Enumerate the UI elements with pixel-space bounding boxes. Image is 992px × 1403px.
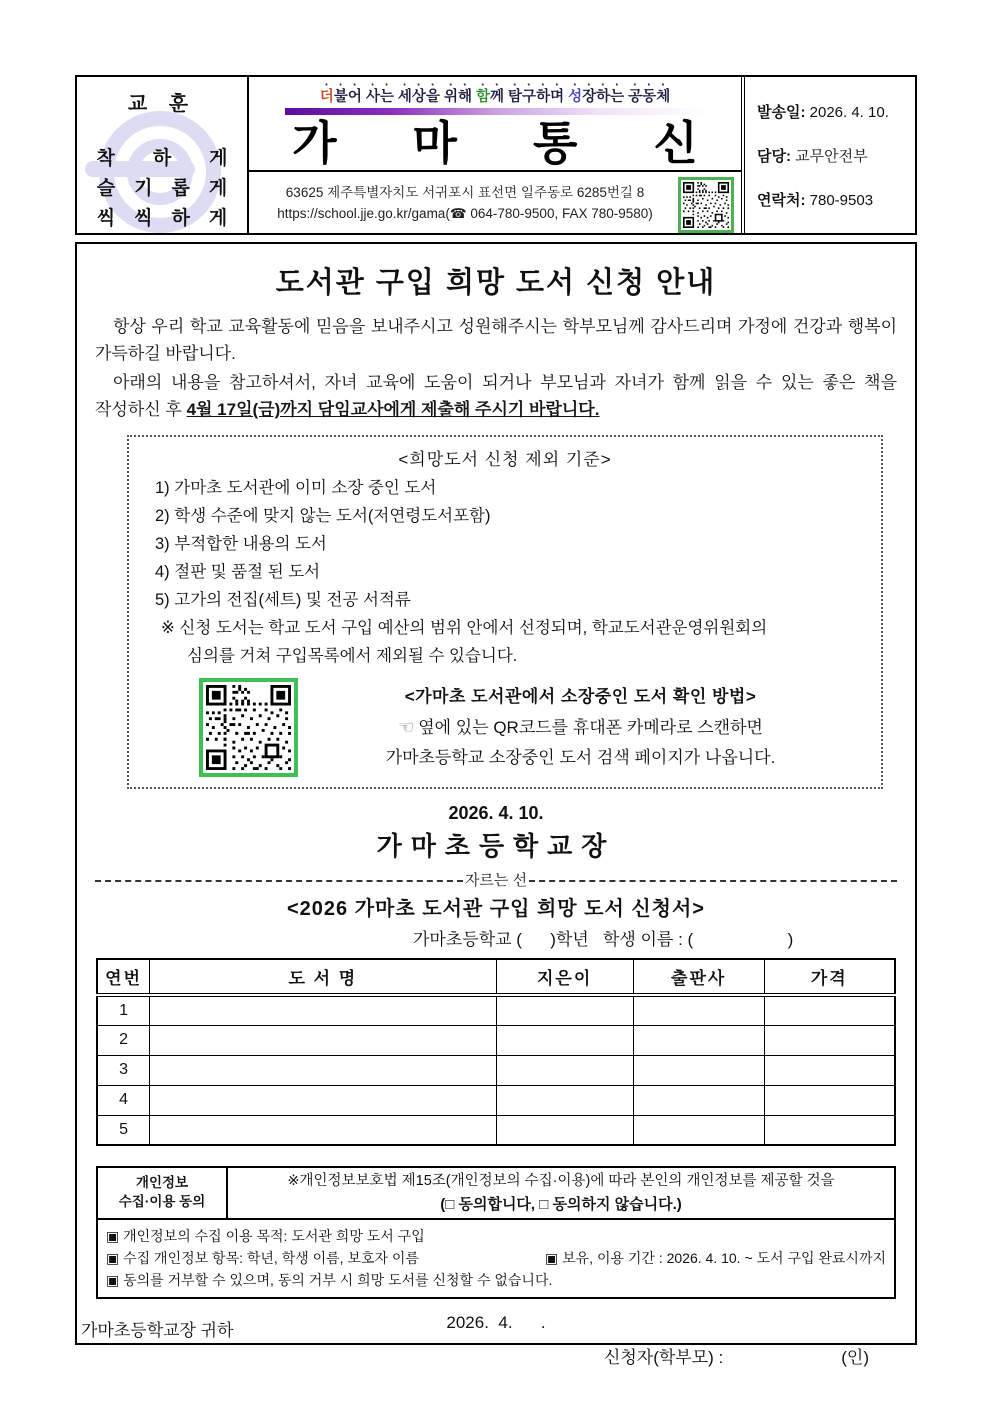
motto-title: 교 훈 — [127, 93, 197, 115]
consent-refusal-notice: ▣ 동의를 거부할 수 있으며, 동의 거부 시 희망 도서를 신청할 수 없습니다. — [106, 1272, 553, 1288]
publisher-cell — [633, 1055, 764, 1085]
consent-purpose: ▣ 개인정보의 수집 이용 목적: 도서관 희망 도서 구입 — [106, 1228, 425, 1244]
contact-label: 연락처: — [757, 191, 806, 209]
consent-header-line2: 수집·이용 동의 — [118, 1194, 206, 1209]
privacy-consent-box — [96, 1166, 896, 1299]
application-form-title: <2026 가마초 도서관 구입 희망 도서 신청서> — [287, 898, 705, 920]
cut-line-dash-left — [95, 880, 463, 882]
purple-gradient-bar — [285, 108, 705, 115]
exclusion-criteria-box — [127, 435, 883, 789]
price-cell — [764, 995, 895, 1025]
book-request-table — [96, 958, 896, 1146]
send-date-value: 2026. 4. 10. — [809, 103, 889, 121]
column-header-author: 지은이 — [496, 959, 633, 995]
book-title-cell — [150, 1055, 496, 1085]
consent-header-line1: 개인정보 — [135, 1175, 189, 1190]
book-title-cell — [150, 995, 496, 1025]
application-date-line: 2026. 4. . — [446, 1313, 546, 1332]
exclusion-item-4: 4) 절판 및 품절 된 도서 — [155, 563, 321, 581]
qr-instruction-row — [147, 678, 863, 777]
contact-row — [757, 189, 911, 210]
deadline-text: 4월 17일(금)까지 담임교사에게 제출해 주시기 바랍니다. — [186, 400, 600, 419]
column-header-number: 연번 — [97, 959, 150, 995]
slogan-accent-green: 함 — [476, 89, 491, 105]
consent-collected-items: ▣ 수집 개인정보 항목: 학년, 학생 이름, 보호자 이름 — [106, 1250, 419, 1266]
motto-rows — [77, 144, 247, 233]
consent-statement-cell — [228, 1168, 894, 1218]
slogan-accent-blue: 성 — [568, 89, 583, 105]
price-cell — [764, 1025, 895, 1055]
price-cell — [764, 1115, 895, 1145]
header — [75, 75, 917, 235]
exclusion-title: <희망도서 신청 제외 기준> — [398, 450, 612, 469]
school-slogan — [249, 82, 741, 106]
qr-instructions — [298, 682, 863, 773]
slogan-text: 장하는 공동체 — [582, 89, 671, 105]
author-cell — [496, 1085, 633, 1115]
cut-line-label: 자르는 선 — [464, 872, 528, 889]
consent-statement: ※개인정보보호법 제15조(개인정보의 수집·이용)에 따라 본인의 개인정보를 제공할 것을 — [287, 1173, 835, 1189]
instruction-paragraph — [95, 369, 897, 423]
table-row — [97, 995, 895, 1025]
main-content — [75, 242, 917, 1367]
newsletter-title: 가 마 통 신 — [292, 116, 728, 170]
cut-line-dash-right — [529, 880, 897, 882]
department-row — [757, 145, 911, 166]
exclusion-item-5: 5) 고가의 전집(세트) 및 전공 서적류 — [155, 591, 411, 609]
exclusion-note-line1: ※ 신청 도서는 학교 도서 구입 예산의 범위 안에서 선정되며, 학교도서관운영위원회의 — [161, 619, 768, 637]
price-cell — [764, 1085, 895, 1115]
consent-header-cell — [98, 1168, 228, 1218]
author-cell — [496, 995, 633, 1025]
applicant-label: 신청자(학부모) : — [603, 1348, 724, 1367]
consent-retention-period: ▣ 보유, 이용 기간 : 2026. 4. 10. ~ 도서 구입 완료시까지 — [545, 1250, 886, 1266]
row-number: 3 — [97, 1055, 150, 1085]
qr-instruction-line1-text: 옆에 있는 QR코드를 휴대폰 카메라로 스캔하면 — [418, 718, 763, 737]
publisher-cell — [633, 1085, 764, 1115]
author-cell — [496, 1055, 633, 1085]
seal-mark: (인) — [841, 1348, 869, 1367]
cut-line — [95, 869, 897, 890]
row-number: 4 — [97, 1085, 150, 1115]
issue-date: 2026. 4. 10. — [448, 803, 544, 823]
book-title-cell — [150, 1115, 496, 1145]
row-number: 1 — [97, 995, 150, 1025]
applicant-signature-row — [95, 1343, 897, 1368]
instruction-text: 아래의 내용을 참고하셔서, 자녀 교육에 도움이 되거나 부모님과 자녀가 함께 읽을 수 있는 좋은 책을 작성하신 후 — [95, 373, 897, 419]
header-qr-code — [678, 177, 734, 233]
principal-signature: 가마초등학교장 — [376, 831, 616, 861]
consent-details — [98, 1220, 894, 1297]
greeting-paragraph: 항상 우리 학교 교육활동에 믿음을 보내주시고 성원해주시는 학부모님께 감사드리며 가정에 건강과 행복이 가득하길 바랍니다. — [95, 317, 897, 363]
table-row — [97, 1085, 895, 1115]
price-cell — [764, 1055, 895, 1085]
slogan-area — [249, 77, 741, 170]
motto-box — [77, 77, 249, 233]
consent-checkbox-line: (□ 동의합니다, □ 동의하지 않습니다.) — [440, 1196, 682, 1213]
motto-row-3: 씩 씩 하 게 — [96, 208, 228, 229]
slogan-text: 불어 사는 세상을 위해 — [333, 89, 476, 105]
column-header-book-title: 도 서 명 — [150, 959, 496, 995]
header-info — [745, 77, 915, 233]
consent-items-row — [106, 1247, 886, 1269]
author-cell — [496, 1115, 633, 1145]
exclusion-item-3: 3) 부적합한 내용의 도서 — [155, 535, 327, 553]
masthead — [249, 77, 745, 233]
row-number: 2 — [97, 1025, 150, 1055]
exclusion-item-1: 1) 가마초 도서관에 이미 소장 중인 도서 — [155, 479, 437, 497]
pointing-left-hand-icon: ☜ — [398, 717, 415, 737]
table-row — [97, 1055, 895, 1085]
department-value: 교무안전부 — [795, 147, 868, 165]
send-date-label: 발송일: — [757, 103, 806, 121]
row-number: 5 — [97, 1115, 150, 1145]
department-label: 담당: — [757, 147, 791, 165]
qr-instruction-line2: 가마초등학교 소장중인 도서 검색 페이지가 나옵니다. — [385, 748, 776, 767]
school-url-phone: https://school.jje.go.kr/gama(☎ 064-780-9500, FAX 780-9580) — [277, 206, 653, 221]
column-header-price: 가격 — [764, 959, 895, 995]
motto-row-1: 착 하 게 — [96, 148, 228, 169]
exclusion-items — [147, 474, 863, 614]
qr-instruction-title: <가마초 도서관에서 소장중인 도서 확인 방법> — [404, 687, 757, 706]
column-header-publisher: 출판사 — [633, 959, 764, 995]
slogan-accent-red: 더 — [319, 89, 334, 105]
motto-row-2: 슬 기 롭 게 — [96, 178, 228, 199]
book-title-cell — [150, 1085, 496, 1115]
exclusion-note-line2: 심의를 거쳐 구입목록에서 제외될 수 있습니다. — [187, 647, 518, 665]
address-area — [249, 170, 741, 233]
student-info-line: 가마초등학교 ( )학년 학생 이름 : ( ) — [413, 930, 794, 949]
author-cell — [496, 1025, 633, 1055]
publisher-cell — [633, 1025, 764, 1055]
exclusion-item-2: 2) 학생 수준에 맞지 않는 도서(저연령도서포함) — [155, 507, 491, 525]
contact-value: 780-9503 — [809, 191, 874, 209]
recipient-line: 가마초등학교장 귀하 — [79, 1316, 238, 1343]
document-title: 도서관 구입 희망 도서 신청 안내 — [275, 267, 717, 299]
slogan-text: 께 탐구하며 — [490, 89, 569, 105]
consent-top-row — [98, 1168, 894, 1220]
publisher-cell — [633, 1115, 764, 1145]
publisher-cell — [633, 995, 764, 1025]
table-row — [97, 1115, 895, 1145]
qr-instruction-line1 — [298, 712, 863, 743]
school-address: 63625 제주특별자치도 서귀포시 표선면 일주동로 6285번길 8 — [285, 185, 645, 200]
library-qr-code — [199, 678, 298, 777]
book-title-cell — [150, 1025, 496, 1055]
table-header-row — [97, 959, 895, 995]
send-date-row — [757, 101, 911, 122]
table-row — [97, 1025, 895, 1055]
